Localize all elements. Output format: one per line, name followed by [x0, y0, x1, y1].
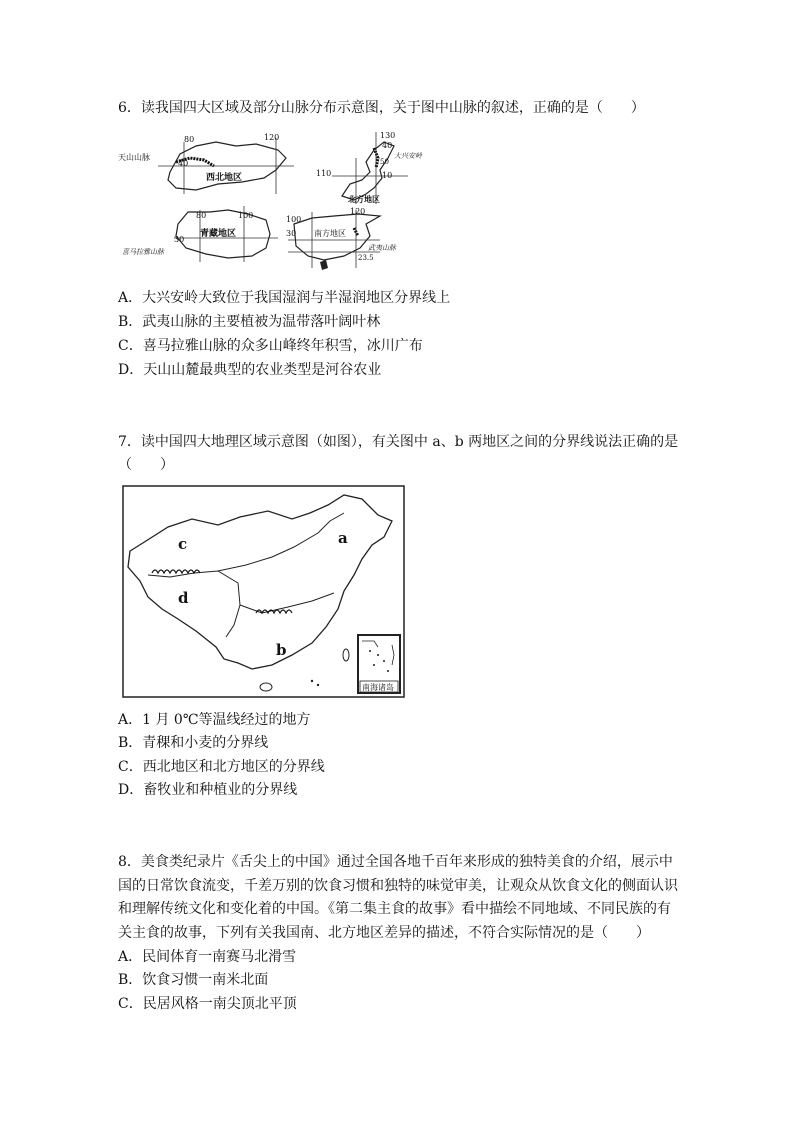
- lbl-10: 10: [382, 171, 393, 180]
- q7-option-c: C．西北地区和北方地区的分界线: [118, 759, 325, 775]
- lbl-120b: 120: [350, 207, 366, 216]
- q6-stem: 6．读我国四大区域及部分山脉分布示意图，关于图中山脉的叙述，正确的是（ ）: [118, 100, 645, 116]
- q6-region-maps-figure: [118, 132, 438, 277]
- q7-option-d: D．畜牧业和种植业的分界线: [118, 782, 298, 798]
- q8-stem-line1: 8．美食类纪录片《舌尖上的中国》通过全国各地千百年来形成的独特美食的介绍，展示中: [118, 854, 673, 870]
- q6-option-d: D．天山山麓最典型的农业类型是河谷农业: [118, 362, 382, 378]
- lbl-south-region: 南方地区: [314, 229, 346, 238]
- map-south-region: [286, 207, 397, 270]
- lbl-north-region: 北方地区: [348, 194, 380, 204]
- map-tibet-region: [122, 206, 278, 262]
- q7-china-regions-map: [122, 485, 406, 699]
- lbl-tibet-region: 青藏地区: [200, 229, 237, 239]
- lbl-40b: 40: [382, 141, 393, 150]
- q6-option-b: B．武夷山脉的主要植被为温带落叶阔叶林: [118, 314, 381, 330]
- q6-option-a: A．大兴安岭大致位于我国湿润与半湿润地区分界线上: [118, 290, 451, 306]
- lbl-30b: 30: [286, 229, 297, 238]
- lbl-nw-region: 西北地区: [206, 173, 243, 183]
- lbl-40a: 40: [178, 159, 189, 168]
- q8-stem-line3: 和理解传统文化和变化着的中国。《第二集主食的故事》看中描绘不同地域、不同民族的有: [118, 901, 671, 917]
- lbl-130: 130: [380, 132, 396, 140]
- lbl-daxinganling: 大兴安岭: [394, 152, 422, 160]
- q7-stem-line1: 7．读中国四大地理区域示意图（如图），有关图中 a、b 两地区之间的分界线说法正确的是: [118, 434, 679, 450]
- lbl-23-5: 23.5: [358, 254, 374, 262]
- lbl-100a: 100: [238, 211, 254, 220]
- label-c: c: [178, 535, 188, 553]
- lbl-50: 50: [380, 158, 389, 166]
- lbl-110: 110: [316, 169, 332, 178]
- lbl-100b: 100: [286, 215, 302, 224]
- map-northwest-region: [118, 133, 294, 194]
- q6-option-c: C．喜马拉雅山脉的众多山峰终年积雪，冰川广布: [118, 338, 423, 354]
- lbl-80a: 80: [184, 135, 195, 144]
- label-a: a: [338, 529, 348, 547]
- q8-option-b: B．饮食习惯一南米北面: [118, 972, 269, 988]
- q7-option-a: A．1 月 0℃等温线经过的地方: [118, 712, 311, 728]
- map-north-region: [316, 132, 423, 204]
- lbl-30a: 30: [174, 235, 185, 244]
- label-b: b: [276, 641, 287, 659]
- lbl-120a: 120: [264, 133, 280, 142]
- inset-south-china-sea: [358, 635, 400, 693]
- q8-option-c: C．民居风格一南尖顶北平顶: [118, 996, 297, 1012]
- q7-stem-line2: （ ）: [118, 457, 174, 473]
- q7-option-b: B．青稞和小麦的分界线: [118, 735, 269, 751]
- inset-label: 南海诸岛: [362, 683, 394, 692]
- q8-option-a: A．民间体育一南赛马北滑雪: [118, 949, 297, 965]
- lbl-80b: 80: [196, 211, 207, 220]
- lbl-himalaya: 喜马拉雅山脉: [122, 248, 164, 256]
- lbl-wuyi: 武夷山脉: [368, 244, 396, 252]
- q8-stem-line4: 关主食的故事，下列有关我国南、北方地区差异的描述，不符合实际情况的是（ ）: [118, 925, 650, 941]
- q8-stem-line2: 国的日常饮食流变，千差万别的饮食习惯和独特的味觉审美，让观众从饮食文化的侧面认识: [118, 878, 678, 894]
- lbl-tianshan: 天山山脉: [118, 153, 150, 162]
- label-d: d: [178, 589, 189, 607]
